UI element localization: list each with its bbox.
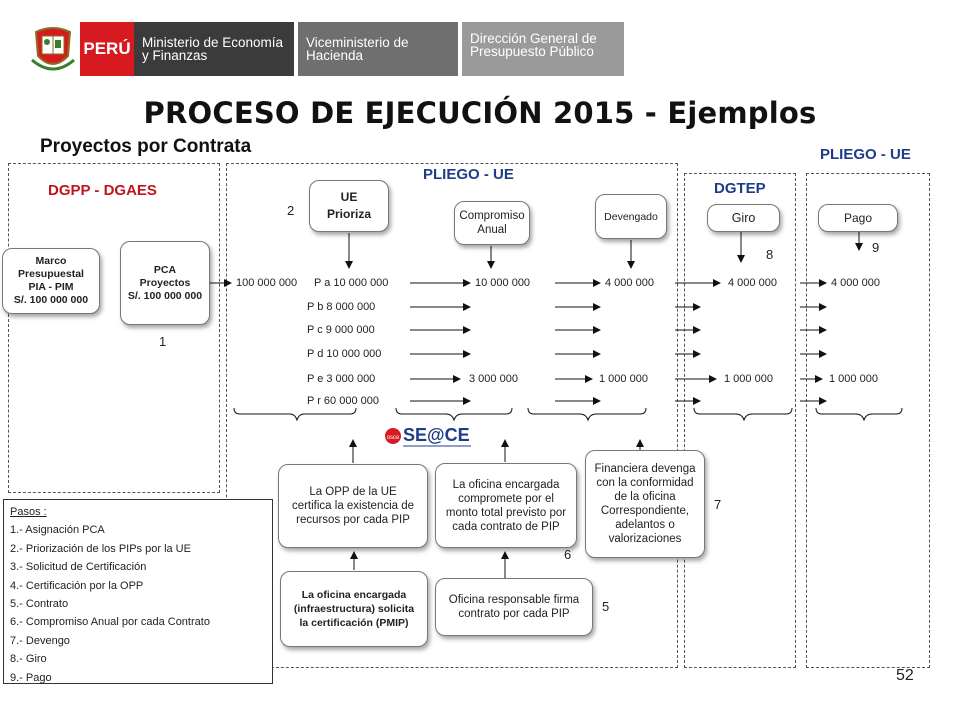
step-number-1: 1 — [159, 334, 167, 349]
pago-label: Pago — [843, 211, 873, 225]
section-dgpp: DGPP - DGAES — [48, 182, 157, 199]
amount-pago-a: 4 000 000 — [831, 277, 880, 289]
amount-pago-e: 1 000 000 — [829, 373, 878, 385]
box-financiera-devenga: Financiera devenga con la conformidad de la oficina Correspondiente, adelantos o valorizaciones — [585, 450, 705, 558]
marco-line-4: S/. 100 000 000 — [13, 294, 89, 306]
box-compromiso-anual — [454, 201, 530, 245]
box-devengado — [595, 194, 667, 239]
devengado-label: Devengado — [604, 210, 658, 223]
amount-giro-e: 1 000 000 — [724, 373, 773, 385]
step-item: 1.- Asignación PCA — [10, 524, 105, 537]
step-number-9: 9 — [872, 240, 880, 255]
seace-logo-text: SE@CE — [403, 425, 470, 445]
box-ue-prioriza — [309, 180, 389, 232]
pca-line-2: Proyectos — [139, 276, 191, 289]
amount-compromiso-e: 3 000 000 — [469, 373, 518, 385]
amount-total: 100 000 000 — [236, 277, 298, 289]
section-pliego-right: PLIEGO - UE — [820, 146, 911, 163]
step-item: 7.- Devengo — [10, 634, 70, 647]
svg-text:osce: osce — [386, 435, 400, 441]
page-number: 52 — [896, 667, 914, 684]
box-pago — [818, 204, 898, 232]
ue-line-2: Prioriza — [326, 207, 371, 221]
amount-pd: P d 10 000 000 — [307, 348, 382, 360]
amount-compromiso-a: 10 000 000 — [475, 277, 531, 289]
step-number-6: 6 — [564, 547, 572, 562]
step-item: 4.- Certificación por la OPP — [10, 579, 144, 592]
step-number-8: 8 — [766, 247, 774, 262]
step-item: 5.- Contrato — [10, 598, 69, 611]
step-item: 6.- Compromiso Anual por cada Contrato — [10, 616, 210, 629]
marco-line-3: PIA - PIM — [28, 281, 74, 293]
amount-pa: P a 10 000 000 — [314, 277, 389, 289]
step-number-7: 7 — [714, 497, 722, 512]
amount-devengado-e: 1 000 000 — [599, 373, 648, 385]
box-opp-certifica: La OPP de la UE certifica la existencia de recursos por cada PIP — [278, 464, 428, 548]
section-pliego-ue: PLIEGO - UE — [423, 166, 514, 183]
amount-pc: P c 9 000 000 — [307, 324, 375, 336]
box-giro — [707, 204, 780, 232]
page-subtitle: Proyectos por Contrata — [40, 136, 252, 157]
compromiso-line-2: Anual — [477, 224, 507, 236]
amount-giro-a: 4 000 000 — [728, 277, 777, 289]
box-pca-proyectos — [120, 241, 210, 325]
ue-line-1: UE — [340, 190, 358, 204]
marco-line-2: Presupuestal — [18, 268, 84, 280]
box-oficina-encargada: La oficina encargada (infraestructura) solicita la certificación (PMIP) — [280, 571, 428, 647]
pca-line-3: S/. 100 000 000 — [127, 289, 203, 302]
step-number-5: 5 — [602, 599, 610, 614]
giro-label: Giro — [731, 211, 756, 225]
step-item: 9.- Pago — [10, 671, 52, 684]
section-dgtep: DGTEP — [714, 180, 766, 197]
amount-devengado-a: 4 000 000 — [605, 277, 654, 289]
header-direction: Dirección General de Presupuesto Público — [462, 22, 624, 76]
step-item: 3.- Solicitud de Certificación — [10, 561, 147, 574]
steps-list — [3, 499, 273, 684]
steps-title: Pasos : — [10, 506, 47, 518]
step-item: 8.- Giro — [10, 653, 47, 666]
compromiso-line-1: Compromiso — [459, 210, 525, 222]
amount-pr: P r 60 000 000 — [307, 395, 379, 407]
amount-pe: P e 3 000 000 — [307, 373, 376, 385]
header-viceministry: Viceministerio de Hacienda — [298, 22, 458, 76]
box-oficina-firma: Oficina responsable firma contrato por cada PIP — [435, 578, 593, 636]
marco-line-1: Marco — [35, 255, 67, 267]
step-item: 2.- Priorización de los PIPs por la UE — [10, 542, 191, 555]
pca-line-1: PCA — [153, 263, 177, 276]
page-title: PROCESO DE EJECUCIÓN 2015 - Ejemplos — [143, 96, 817, 130]
peru-brand: PERÚ — [80, 22, 134, 76]
box-oficina-compromete: La oficina encargada compromete por el monto total previsto por cada contrato de PIP — [435, 463, 577, 548]
box-marco-presupuestal — [2, 248, 100, 314]
header-ministry: Ministerio de Economía y Finanzas — [134, 22, 294, 76]
step-number-2: 2 — [287, 203, 295, 218]
seace-logo — [383, 420, 475, 452]
amount-pb: P b 8 000 000 — [307, 301, 376, 313]
